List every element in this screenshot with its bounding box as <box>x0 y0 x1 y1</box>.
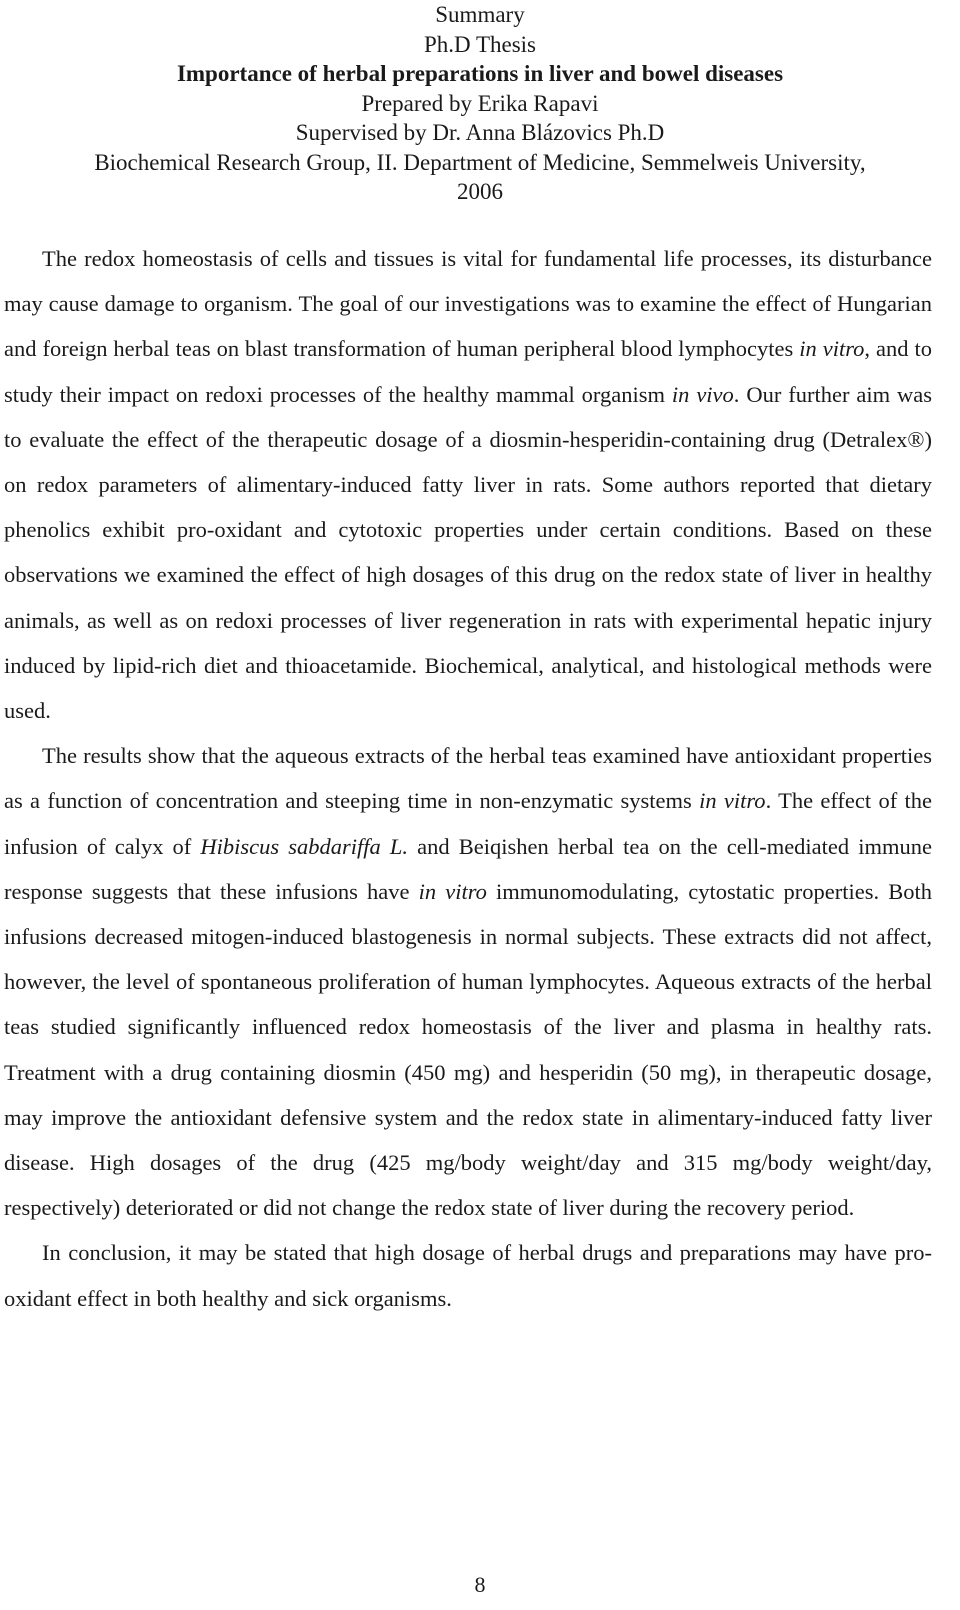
summary-body <box>4 236 932 1321</box>
paragraph-text: and Beiqishen herbal tea on the cell-mediated immune response suggests that these infusions have <box>4 833 933 904</box>
paragraph-text: , and to study their impact on redoxi processes of the healthy mammal organism <box>4 336 932 407</box>
paragraph-text: The redox homeostasis of cells and tissues is vital for fundamental life processes, its disturbance may cause damage to organism. The goal of our investigations was to examine the effect of Hungarian and foreign herbal teas on blast transformation of human peripheral blood lymphocytes <box>4 246 932 362</box>
affiliation-line: Biochemical Research Group, II. Department of Medicine, Semmelweis University, <box>94 149 866 175</box>
body-paragraph <box>4 1230 932 1320</box>
italic-text: in vivo <box>671 381 734 407</box>
summary-label: Summary <box>435 2 525 27</box>
italic-text: in vitro <box>799 336 865 362</box>
thesis-title: Importance of herbal preparations in liver and bowel diseases <box>176 61 784 86</box>
degree-label: Ph.D Thesis <box>423 31 537 57</box>
year-line: 2006 <box>457 179 503 204</box>
italic-text: in vitro <box>699 788 766 814</box>
paragraph-text: The results show that the aqueous extracts of the herbal teas examined have antioxidant properties as a function of concentration and steeping time in non-enzymatic systems <box>4 743 932 814</box>
paragraph-text: . Our further aim was to evaluate the effect of the therapeutic dosage of a diosmin-hesperidin-containing drug (Detralex®) on redox parameters of alimentary-induced fatty liver in rats. Some authors reported that dietary phenolics exhibit pro-oxidant and cytotoxic properties under certain conditions. Based on these observations we examined the effect of high dosages of this drug on the redox state of liver in healthy animals, as well as on redoxi processes of liver regeneration in rats with experimental hepatic injury induced by lipid-rich diet and thioacetamide. Biochemical, analytical, and histological methods were used. <box>4 381 932 724</box>
page-number: 8 <box>474 1572 486 1597</box>
author-line: Prepared by Erika Rapavi <box>361 90 599 116</box>
italic-text: Hibiscus sabdariffa L. <box>200 833 409 859</box>
paragraph-text: In conclusion, it may be stated that high dosage of herbal drugs and preparations may have pro-oxidant effect in both healthy and sick organisms. <box>4 1240 932 1311</box>
italic-text: in vitro <box>418 878 487 904</box>
body-paragraph <box>4 733 932 1230</box>
paragraph-text: immunomodulating, cytostatic properties. Both infusions decreased mitogen-induced blastogenesis in normal subjects. These extracts did not affect, however, the level of spontaneous proliferation of human lymphocytes. Aqueous extracts of the herbal teas studied significantly influenced redox homeostasis of the liver and plasma in healthy rats. Treatment with a drug containing diosmin (450 mg) and hesperidin (50 mg), in therapeutic dosage, may improve the antioxidant defensive system and the redox state in alimentary-induced fatty liver disease. High dosages of the drug (425 mg/body weight/day and 315 mg/body weight/day, respectively) deteriorated or did not change the redox state of liver during the recovery period. <box>4 878 932 1221</box>
body-paragraph <box>4 236 932 733</box>
supervisor-line: Supervised by Dr. Anna Blázovics Ph.D <box>295 120 665 145</box>
paragraph-text: . The effect of the infusion of calyx of <box>4 788 932 859</box>
document-header <box>0 0 960 207</box>
